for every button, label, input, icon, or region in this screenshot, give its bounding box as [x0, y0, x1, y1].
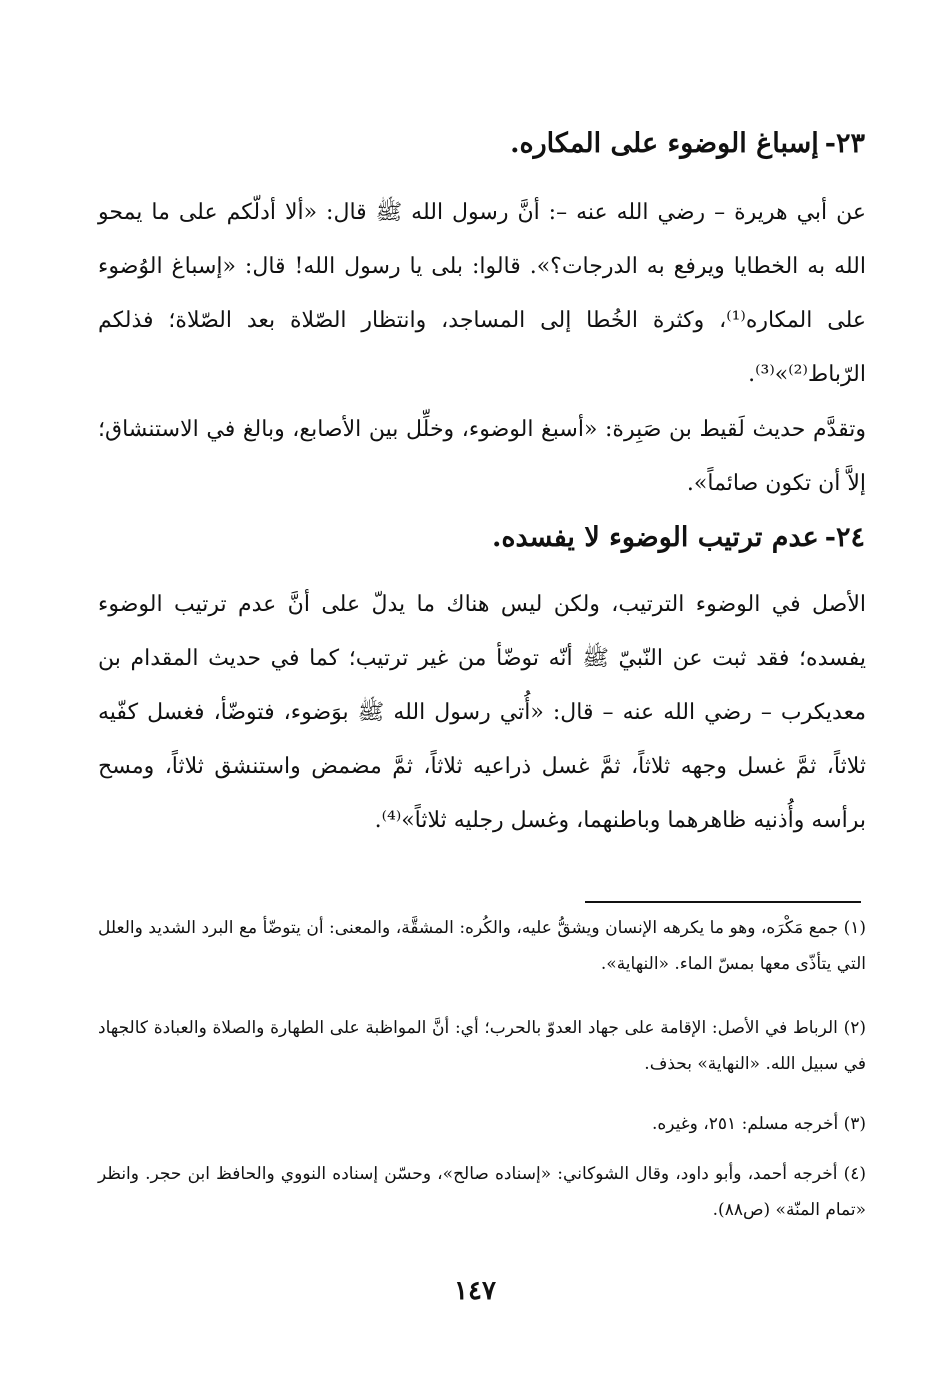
page-number: ١٤٧	[454, 1276, 496, 1306]
paragraph-hadith-abu-hurayra: عن أبي هريرة – رضي الله عنه –: أنَّ رسول الله ﷺ قال: «ألا أدلّكم على ما يمحو الله به الخطايا ويرفع به الدرجات؟». قالوا: بلى يا رسول الله! قال: «إسباغ الوُضوء على المكاره⁽¹⁾، وكثرة الخُطا إلى المساجد، وانتظار الصّلاة بعد الصّلاة؛ فذلكم الرّباط⁽²⁾»⁽³⁾.	[98, 200, 866, 387]
footnote-3: (٣) أخرجه مسلم: ٢٥١، وغيره.	[651, 1114, 866, 1134]
paragraph-wudu-order: الأصل في الوضوء الترتيب، ولكن ليس هناك ما يدلّ على أنَّ عدم ترتيب الوضوء يفسده؛ فقد ثبت عن النّبيّ ﷺ أنّه توضّأ من غير ترتيب؛ كما في حديث المقدام بن معديكرب – رضي الله عنه – قال: «أُتي رسول الله ﷺ بوَضوء، فتوضّأ، فغسل كفّيه ثلاثاً، ثمَّ غسل وجهه ثلاثاً، ثمَّ غسل ذراعيه ثلاثاً، ثمَّ مضمض واستنشق ثلاثاً، ومسح برأسه وأُذنيه ظاهرهما وباطنهما، وغسل رجليه ثلاثاً»⁽⁴⁾.	[98, 592, 866, 833]
section-heading-24	[105, 518, 865, 558]
footnote-1: (١) جمع مَكْرَه، وهو ما يكرهه الإنسان ويشقُّ عليه، والكُره: المشقَّة، والمعنى: أن يتوضّأ مع البرد الشديد والعلل التي يتأذّى معها بمسّ الماء. «النهاية».	[98, 918, 866, 974]
footnote-2: (٢) الرباط في الأصل: الإقامة على جهاد العدوّ بالحرب؛ أي: أنَّ المواظبة على الطهارة والصلاة والعبادة كالجهاد في سبيل الله. «النهاية» بحذف.	[98, 1018, 866, 1074]
footnote-separator	[585, 901, 861, 903]
section-number: ٢٤-	[824, 522, 865, 553]
footnote-4: (٤) أخرجه أحمد، وأبو داود، وقال الشوكاني: «إسناده صالح»، وحسّن إسناده النووي والحافظ ابن حجر. وانظر «تمام المنّة» (ص٨٨).	[98, 1164, 866, 1220]
section-heading-23	[105, 124, 865, 164]
section-number: ٢٣-	[824, 128, 865, 159]
section-title: إسباغ الوضوء على المكاره.	[510, 128, 819, 159]
paragraph-laqit-hadith: وتقدَّم حديث لَقيط بن صَبِرة: «أسبغ الوضوء، وخلِّل بين الأصابع، وبالغ في الاستنشاق؛ إلاَّ أن تكون صائماً».	[98, 417, 866, 496]
section-title: عدم ترتيب الوضوء لا يفسده.	[491, 522, 819, 553]
